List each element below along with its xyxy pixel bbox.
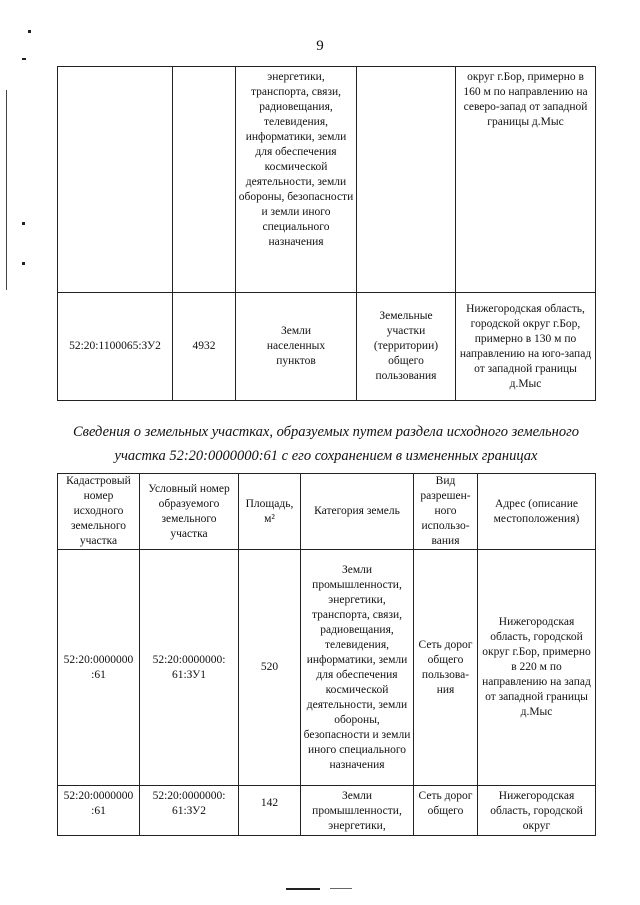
land-plots-table [57,473,596,836]
section-caption-line1: Сведения о земельных участках, образуемых путем раздела исходного земельного [73,424,579,440]
cell-area: 142 [239,786,301,836]
header-source-number: Кадастровый номер исходного земельного участка [58,474,140,550]
header-use: Вид разрешен-ного использо-вания [414,474,478,550]
header-area-text: Площадь, м² [245,497,294,525]
scan-mark [22,262,25,265]
continued-table [57,66,596,401]
cell-area [173,67,236,293]
cell-conditional: 52:20:0000000: 61:ЗУ1 [140,550,239,786]
cell-category: Земли промышленности, энергетики, [301,786,414,836]
page-number: 9 [316,38,324,54]
cell-cadastral: 52:20:1100065:ЗУ2 [58,293,173,401]
table-row [58,67,596,293]
table-row [58,293,596,401]
cell-category: Земли населенных пунктов [236,293,357,401]
cell-use [357,67,456,293]
table-header-row [58,474,596,550]
header-address: Адрес (описание местоположения) [478,474,596,550]
table-row [58,786,596,836]
cell-source: 52:20:0000000 :61 [58,786,140,836]
table-row [58,550,596,786]
scan-mark [22,222,25,225]
cell-address: Нижегородская область, городской округ г.Бор, примерно в 220 м по направлению на запад от западной границы д.Мыс [478,550,596,786]
cell-address: округ г.Бор, примерно в 160 м по направлению на северо-запад от западной границы д.Мыс [456,67,596,293]
scan-mark [22,58,26,60]
cell-area: 4932 [173,293,236,401]
scan-mark [330,888,352,889]
cell-cadastral [58,67,173,293]
scan-mark [28,30,31,33]
scan-mark [286,888,320,890]
scan-margin-line [6,90,7,290]
section-caption-line2: участка 52:20:0000000:61 с его сохранением в измененных границах [114,448,538,464]
cell-address: Нижегородская область, городской округ г.Бор, примерно в 130 м по направлению на юго-запад от западной границы д.Мыс [456,293,596,401]
cell-area: 520 [239,550,301,786]
cell-source: 52:20:0000000 :61 [58,550,140,786]
header-category: Категория земель [301,474,414,550]
cell-use: Земельные участки (территории) общего пользования [357,293,456,401]
cell-use: Сеть дорог общего [414,786,478,836]
cell-category: Земли промышленности, энергетики, транспорта, связи, радиовещания, телевидения, информатики, земли для обеспечения космической деятельности, земли обороны, безопасности и земли иного специального назначения [301,550,414,786]
cell-conditional: 52:20:0000000: 61:ЗУ2 [140,786,239,836]
cell-category: энергетики, транспорта, связи, радиовещания, телевидения, информатики, земли для обеспечения космической деятельности, земли обороны, безопасности и земли иного специального назначения [236,67,357,293]
header-area [239,474,301,550]
cell-address: Нижегородская область, городской округ [478,786,596,836]
header-conditional-number: Условный номер образуемого земельного участка [140,474,239,550]
cell-use: Сеть дорог общего пользова-ния [414,550,478,786]
